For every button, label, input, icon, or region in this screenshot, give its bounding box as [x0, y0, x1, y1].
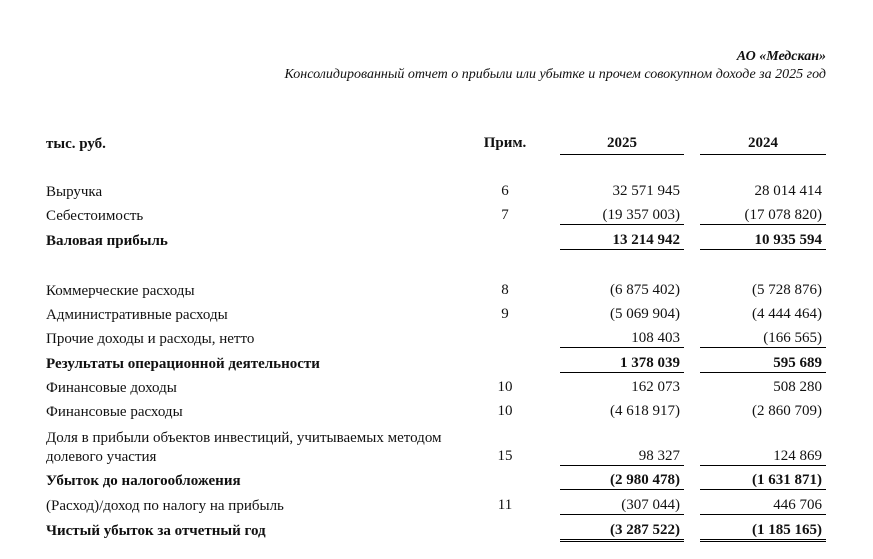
value-2025: (2 980 478)	[560, 472, 684, 490]
row-selling-expenses	[0, 282, 873, 306]
value-2025: (5 069 904)	[610, 306, 680, 322]
value-2024: (166 565)	[700, 330, 826, 348]
value-2024: (4 444 464)	[752, 306, 822, 322]
value-2024: (2 860 709)	[752, 403, 822, 419]
row-label: Выручка	[46, 184, 103, 200]
row-label: Административные расходы	[46, 307, 228, 323]
row-admin-expenses	[0, 306, 873, 330]
column-header-row	[0, 135, 873, 159]
value-2024: 446 706	[700, 497, 826, 515]
row-operating-result	[0, 355, 873, 379]
value-2025: 13 214 942	[560, 232, 684, 250]
row-label: Коммерческие расходы	[46, 283, 195, 299]
row-note: 10	[497, 403, 513, 419]
value-2025: 1 378 039	[560, 355, 684, 373]
row-cost-of-sales	[0, 207, 873, 231]
value-2025: 98 327	[560, 448, 684, 466]
row-label: Доля в прибыли объектов инвестиций, учитываемых методом долевого участия	[46, 430, 442, 465]
value-2024: 124 869	[700, 448, 826, 466]
value-2025: (19 357 003)	[560, 207, 684, 225]
row-label: Убыток до налогообложения	[46, 473, 241, 489]
row-note: 6	[501, 183, 509, 199]
value-2025: (307 044)	[560, 497, 684, 515]
row-other-income-net	[0, 330, 873, 354]
report-title: Консолидированный отчет о прибыли или убытке и прочем совокупном доходе за 2025 год	[284, 67, 826, 82]
row-note: 7	[501, 207, 509, 223]
value-2024: 28 014 414	[754, 183, 822, 199]
row-label: Результаты операционной деятельности	[46, 356, 320, 372]
row-note: 11	[497, 497, 513, 513]
row-label: Прочие доходы и расходы, нетто	[46, 331, 255, 347]
value-2024: (17 078 820)	[700, 207, 826, 225]
value-2025: 108 403	[560, 330, 684, 348]
company-name: АО «Медскан»	[736, 49, 826, 64]
value-2025: 162 073	[631, 379, 680, 395]
note-column-header: Прим.	[483, 135, 527, 151]
value-2024: (1 631 871)	[700, 472, 826, 490]
value-2024: 595 689	[700, 355, 826, 373]
row-net-loss	[0, 522, 873, 546]
row-finance-income	[0, 379, 873, 403]
value-2024: (1 185 165)	[700, 522, 826, 542]
row-revenue	[0, 183, 873, 207]
value-2024: 10 935 594	[700, 232, 826, 250]
value-2025: (6 875 402)	[610, 282, 680, 298]
row-note: 15	[497, 448, 513, 464]
row-note: 9	[501, 306, 509, 322]
row-equity-share	[0, 429, 873, 473]
row-label: Финансовые расходы	[46, 404, 183, 420]
row-label: Чистый убыток за отчетный год	[46, 523, 266, 539]
row-gross-profit	[0, 232, 873, 256]
row-income-tax	[0, 497, 873, 521]
value-2024: 508 280	[773, 379, 822, 395]
value-2025: (3 287 522)	[560, 522, 684, 542]
row-label: Финансовые доходы	[46, 380, 177, 396]
row-finance-costs	[0, 403, 873, 427]
units-label: тыс. руб.	[46, 136, 106, 152]
row-loss-before-tax	[0, 472, 873, 496]
value-2025: 32 571 945	[612, 183, 680, 199]
value-2024: (5 728 876)	[752, 282, 822, 298]
year-2025-header: 2025	[560, 135, 684, 155]
row-label: Валовая прибыль	[46, 233, 168, 249]
row-note: 10	[497, 379, 513, 395]
row-note: 8	[501, 282, 509, 298]
value-2025: (4 618 917)	[610, 403, 680, 419]
row-label: (Расход)/доход по налогу на прибыль	[46, 498, 284, 514]
year-2024-header: 2024	[700, 135, 826, 155]
row-label: Себестоимость	[46, 208, 144, 224]
